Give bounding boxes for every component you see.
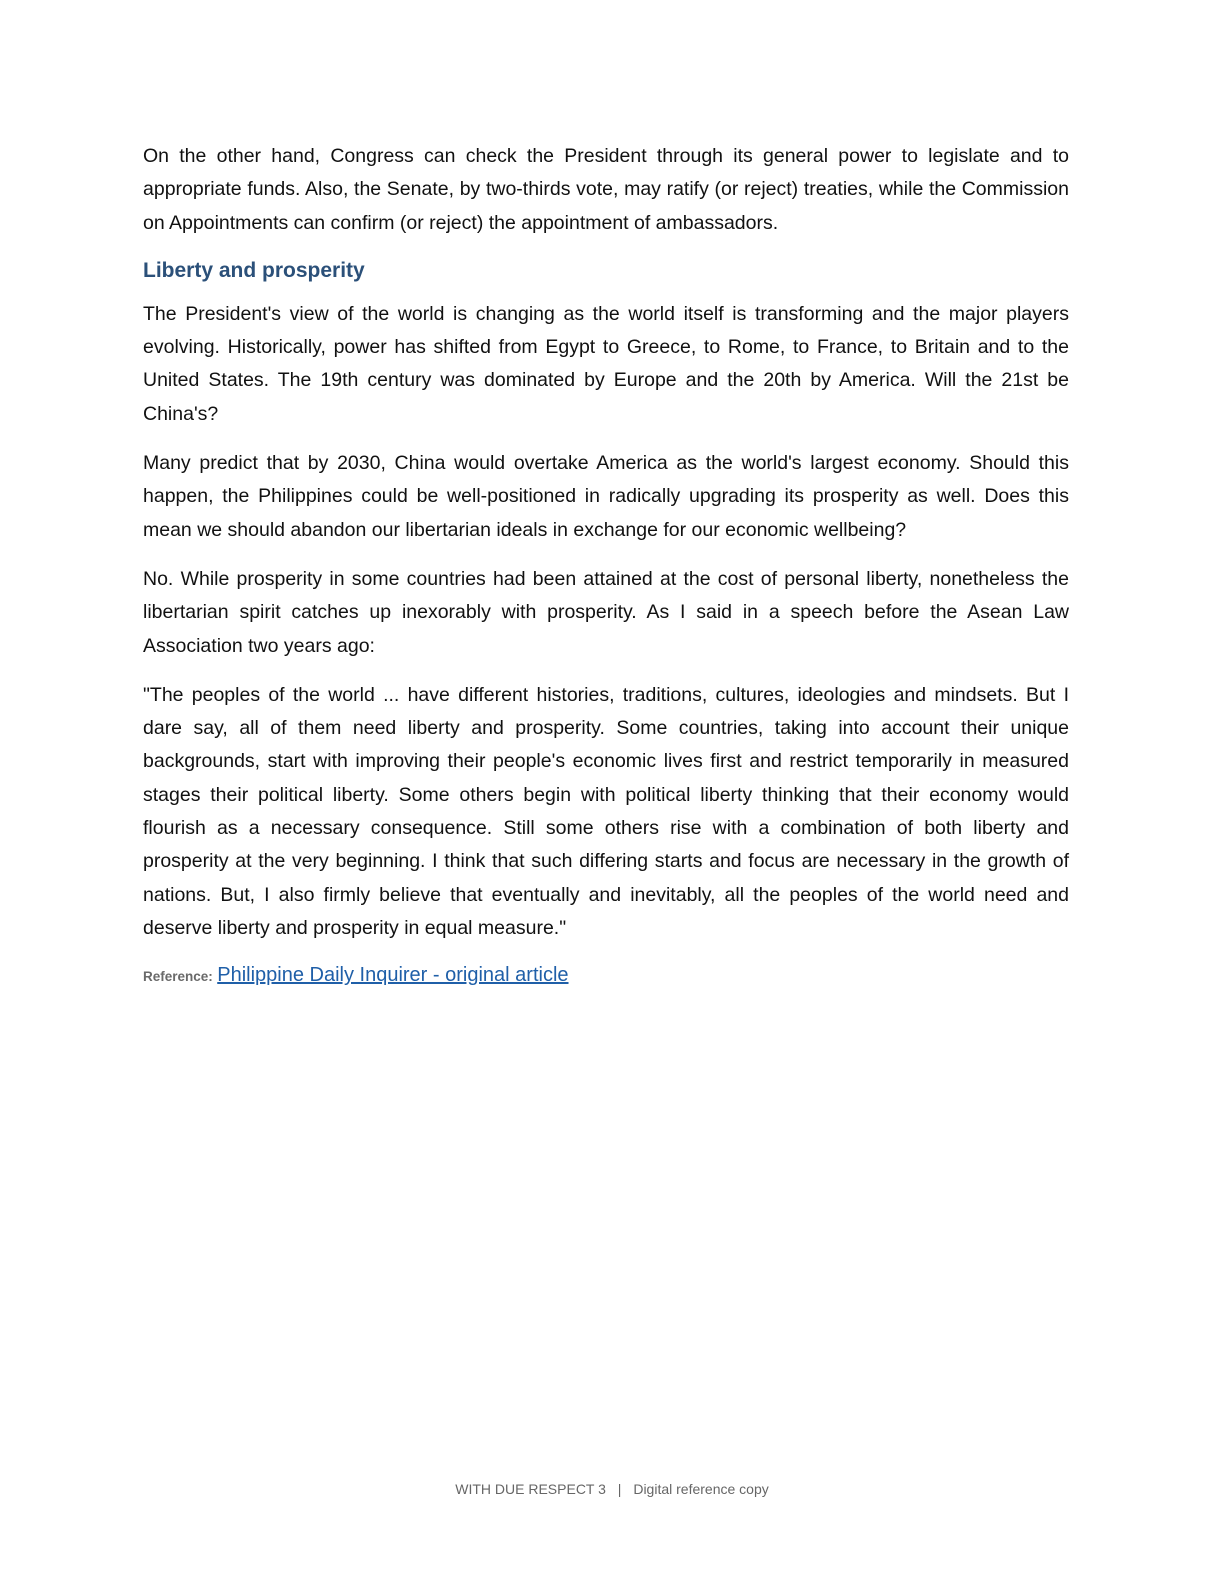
page-footer (0, 1478, 1224, 1500)
section-heading: Liberty and prosperity (143, 258, 365, 282)
document-page (143, 140, 1069, 991)
paragraph-china-economy: Many predict that by 2030, China would overtake America as the world's largest economy. Should this happen, the Philippines could be well-positioned in radically upgrading its prosperity as well. Does this mean we should abandon our libertarian ideals in exchange for our economic wellbeing? (143, 452, 1069, 541)
reference-line (143, 961, 1069, 991)
paragraph-world-view: The President's view of the world is changing as the world itself is transforming and the major players evolving. Historically, power has shifted from Egypt to Greece, to Rome, to France, to Britain and to the United States. The 19th century was dominated by Europe and the 20th by America. Will the 21st be China's? (143, 302, 1069, 425)
paragraph-speech-quote: "The peoples of the world ... have different histories, traditions, cultures, ideologies and mindsets. But I dare say, all of them need liberty and prosperity. Some countries, taking into account their unique backgrounds, start with improving their people's economic lives first and restrict temporarily in measured stages their political liberty. Some others begin with political liberty thinking that their economy would flourish as a necessary consequence. Still some others rise with a combination of both liberty and prosperity at the very beginning. I think that such differing starts and focus are necessary in the growth of nations. But, I also firmly believe that eventually and inevitably, all the peoples of the world need and deserve liberty and prosperity in equal measure." (143, 683, 1069, 939)
paragraph-libertarian-spirit: No. While prosperity in some countries had been attained at the cost of personal liberty, nonetheless the libertarian spirit catches up inexorably with prosperity. As I said in a speech before the Asean Law Association two years ago: (143, 567, 1069, 657)
paragraph-congress-check: On the other hand, Congress can check the President through its general power to legislate and to appropriate funds. Also, the Senate, by two-thirds vote, may ratify (or reject) treaties, while the Commission on Appointments can confirm (or reject) the appointment of ambassadors. (143, 145, 1069, 234)
reference-label: Reference: (143, 969, 213, 985)
footer-subtitle: Digital reference copy (633, 1481, 769, 1497)
footer-title: WITH DUE RESPECT 3 (455, 1481, 606, 1497)
reference-link[interactable]: Philippine Daily Inquirer - original article (217, 964, 569, 987)
footer-separator: | (617, 1481, 622, 1497)
